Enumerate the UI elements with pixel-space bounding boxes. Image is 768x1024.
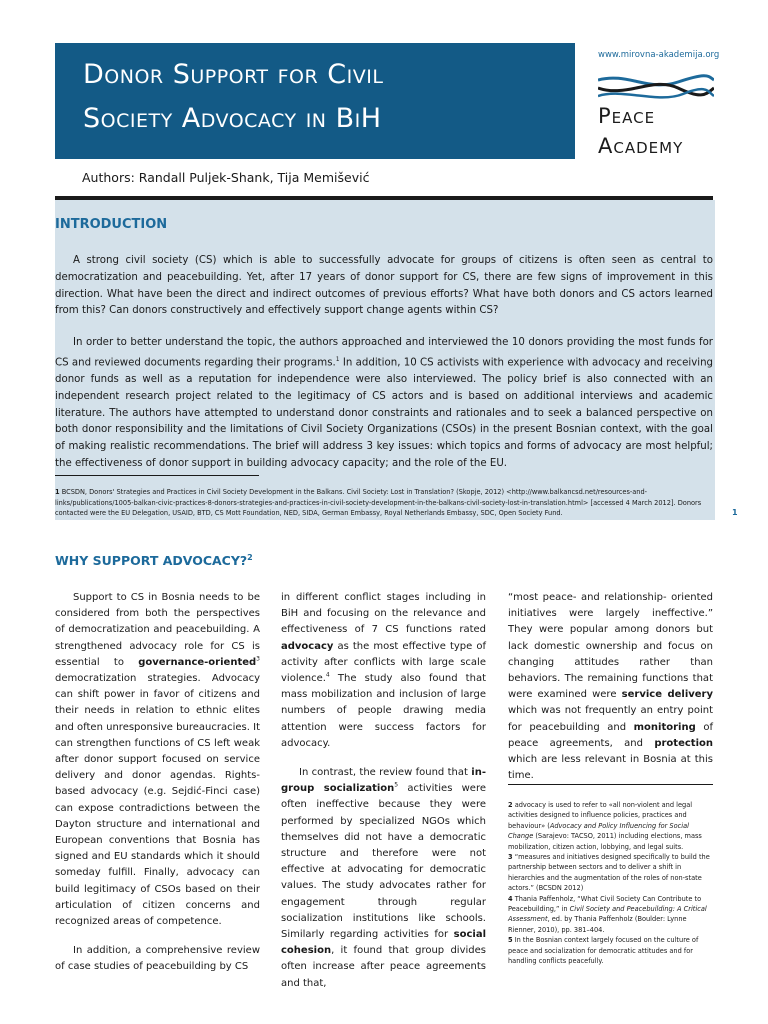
col2-paragraph-1: in different conflict stages including in BiH and focusing on the relevance and effectiveness of 7 CS functions rated advocacy as the most effective type of activity after conflicts with large scale violence.$^4$ The study also found that mass mobilization and inclusion of large numbers of people drawing media attention were success factors for advocacy. <box>281 592 486 749</box>
footnote-ref-3[interactable]: 3 <box>256 655 260 663</box>
footnote-2: 2 advocacy is used to refer to «all non-violent and legal activities designed to influence policies, practices and behaviour» (Advocacy and Policy Influencing for Social Change (Sarajevo: TACSO, 2011) including elections, mass mobilization, citizen action, lobbying, and legal suits. <box>508 801 702 851</box>
footnote-ref-1[interactable]: 1 <box>335 355 340 363</box>
col2-paragraph-2: In contrast, the review found that in-group socialization$^5$ activities were often ineffective because they were performed by specialized NGOs which themselves did not have a democratic structure and therefore were not effective at advocating for democratic values. The study advocates rather for engagement through regular socialization institutions like schools. Similarly regarding activities for social cohesion, it found that group divides often increase after peace agreements and that, <box>281 767 486 989</box>
intro-paragraph-2: In order to better understand the topic, the authors approached and interviewed the 10 donors providing the most funds for CS and reviewed documents regarding their programs.$^1$ In addition, 10 CS activists with experience with advocacy and receiving donor funds as well as a reputation for independence were also interviewed. The policy brief is also connected with an independent research project related to the legitimacy of CS actors and is based on additional interviews and academic literature. The authors have attempted to understand donor constraints and rationales and to seek a balanced perspective on both donor responsibility and the limitations of Civil Society Organizations (CSOs) in the present Bosnian context, with the goal of making realistic recommendations. The brief will address 3 key issues: which topics and forms of advocacy are most helpful; the effectiveness of donor support in building advocacy capacity; and the role of the EU. <box>55 337 714 469</box>
footnote-1: 1 BCSDN, Donors' Strategies and Practices in Civil Society Development in the Balkans. Civil Society: Lost in Translation? (Skopje, 2012) <http://www.balkancsd.net/resources-and-links/publications/1005-balkan-civic-practices-8-donors-strategies-and-practices-in-civil-society-development-in-the-balkans-civil-society-lost-in-translation.html> [accessed 4 March 2012]. Donors contacted were the EU Delegation, USAID, BTD, CS Mott Foundation, NED, SIDA, German Embassy, Royal Netherlands Embassy, SDC, Open Society Fund. <box>55 488 702 517</box>
authors-line: Authors: Randall Puljek-Shank, Tija Memišević <box>82 170 370 185</box>
footnote-ref-2[interactable]: 2 <box>247 553 253 562</box>
footnote-5: 5 In the Bosnian context largely focused on the culture of peace and socialization for democratic attitudes and for handling conflicts peacefully. <box>508 936 699 966</box>
col1-paragraph-2: In addition, a comprehensive review of case studies of peacebuilding by CS <box>55 945 260 973</box>
body-column-2 <box>281 590 486 1005</box>
footnote-ref-5[interactable]: 5 <box>394 781 399 789</box>
footnote-ref-4[interactable]: 4 <box>325 671 330 679</box>
document-title-line-2: Society Advocacy in BiH <box>83 103 382 134</box>
page-number: 1 <box>732 508 738 517</box>
website-url[interactable]: www.mirovna-akademija.org <box>598 50 720 60</box>
document-title-line-1: Donor Support for Civil <box>83 59 384 90</box>
col1-paragraph-1: Support to CS in Bosnia needs to be considered from both the perspectives of democratization and peacebuilding. A strengthened advocacy role for CS is essential to governance-oriented$^3$ democratization strategies. Advocacy can shift power in favor of citizens and their needs in relation to ethnic elites and often unresponsive bureaucracies. It can strengthen functions of CS left weak after donor support focused on service delivery and donor agendas. Rights-based advocacy (e.g. Sejdić-Finci case) can expose contradictions between the Dayton structure and international and European conventions that Bosnia has signed and EU standards which it should someday fulfill. Finally, advocacy can build legitimacy of CSOs based on their articulation of citizen concerns and recognized areas of competence. <box>55 592 260 928</box>
footnotes-block <box>508 800 713 967</box>
body-column-3 <box>508 590 713 797</box>
body-column-1 <box>55 590 260 989</box>
footnote-4: 4 Thania Paffenholz, “What Civil Society Can Contribute to Peacebuilding,” in Civil Society and Peacebuilding: A Critical Assessment, ed. by Thania Paffenholz (Boulder: Lynne Rienner, 2010), pp. 381–404. <box>508 894 707 934</box>
section-heading-why-support-advocacy: WHY SUPPORT ADVOCACY?$^2$ <box>55 553 253 569</box>
intro-paragraph-1: A strong civil society (CS) which is able to successfully advocate for groups of citizens is often seen as central to democratization and peacebuilding. Yet, after 17 years of donor support for CS, there are few signs of improvement in this direction. What have been the direct and indirect outcomes of previous efforts? What have both donors and CS actors learned from this? Can donors constructively and effectively support change agents within CS? <box>55 255 713 317</box>
logo-text-peace: Peace <box>598 104 656 128</box>
footnote-divider-2 <box>508 784 713 785</box>
peace-academy-logo-icon <box>598 74 714 102</box>
col3-paragraph-1: “most peace- and relationship- oriented initiatives were largely ineffective.” They were popular among donors but lack domestic ownership and focus on changing attitudes rather than behaviors. The remaining functions that were examined were service delivery which was not frequently an entry point for peacebuilding and monitoring of peace agreements, and protection which are less relevant in Bosnia at this time. <box>508 592 713 782</box>
introduction-heading: INTRODUCTION <box>55 217 168 232</box>
title-banner <box>55 43 575 159</box>
logo-text-academy: Academy <box>598 134 684 158</box>
footnote-divider <box>55 475 259 476</box>
footnote-3: 3 “measures and initiatives designed specifically to build the partnership between sectors and to deliver a shift in hierarchies and the augmentation of the roles of non-state actors.” (BCSDN 2012) <box>508 853 710 893</box>
